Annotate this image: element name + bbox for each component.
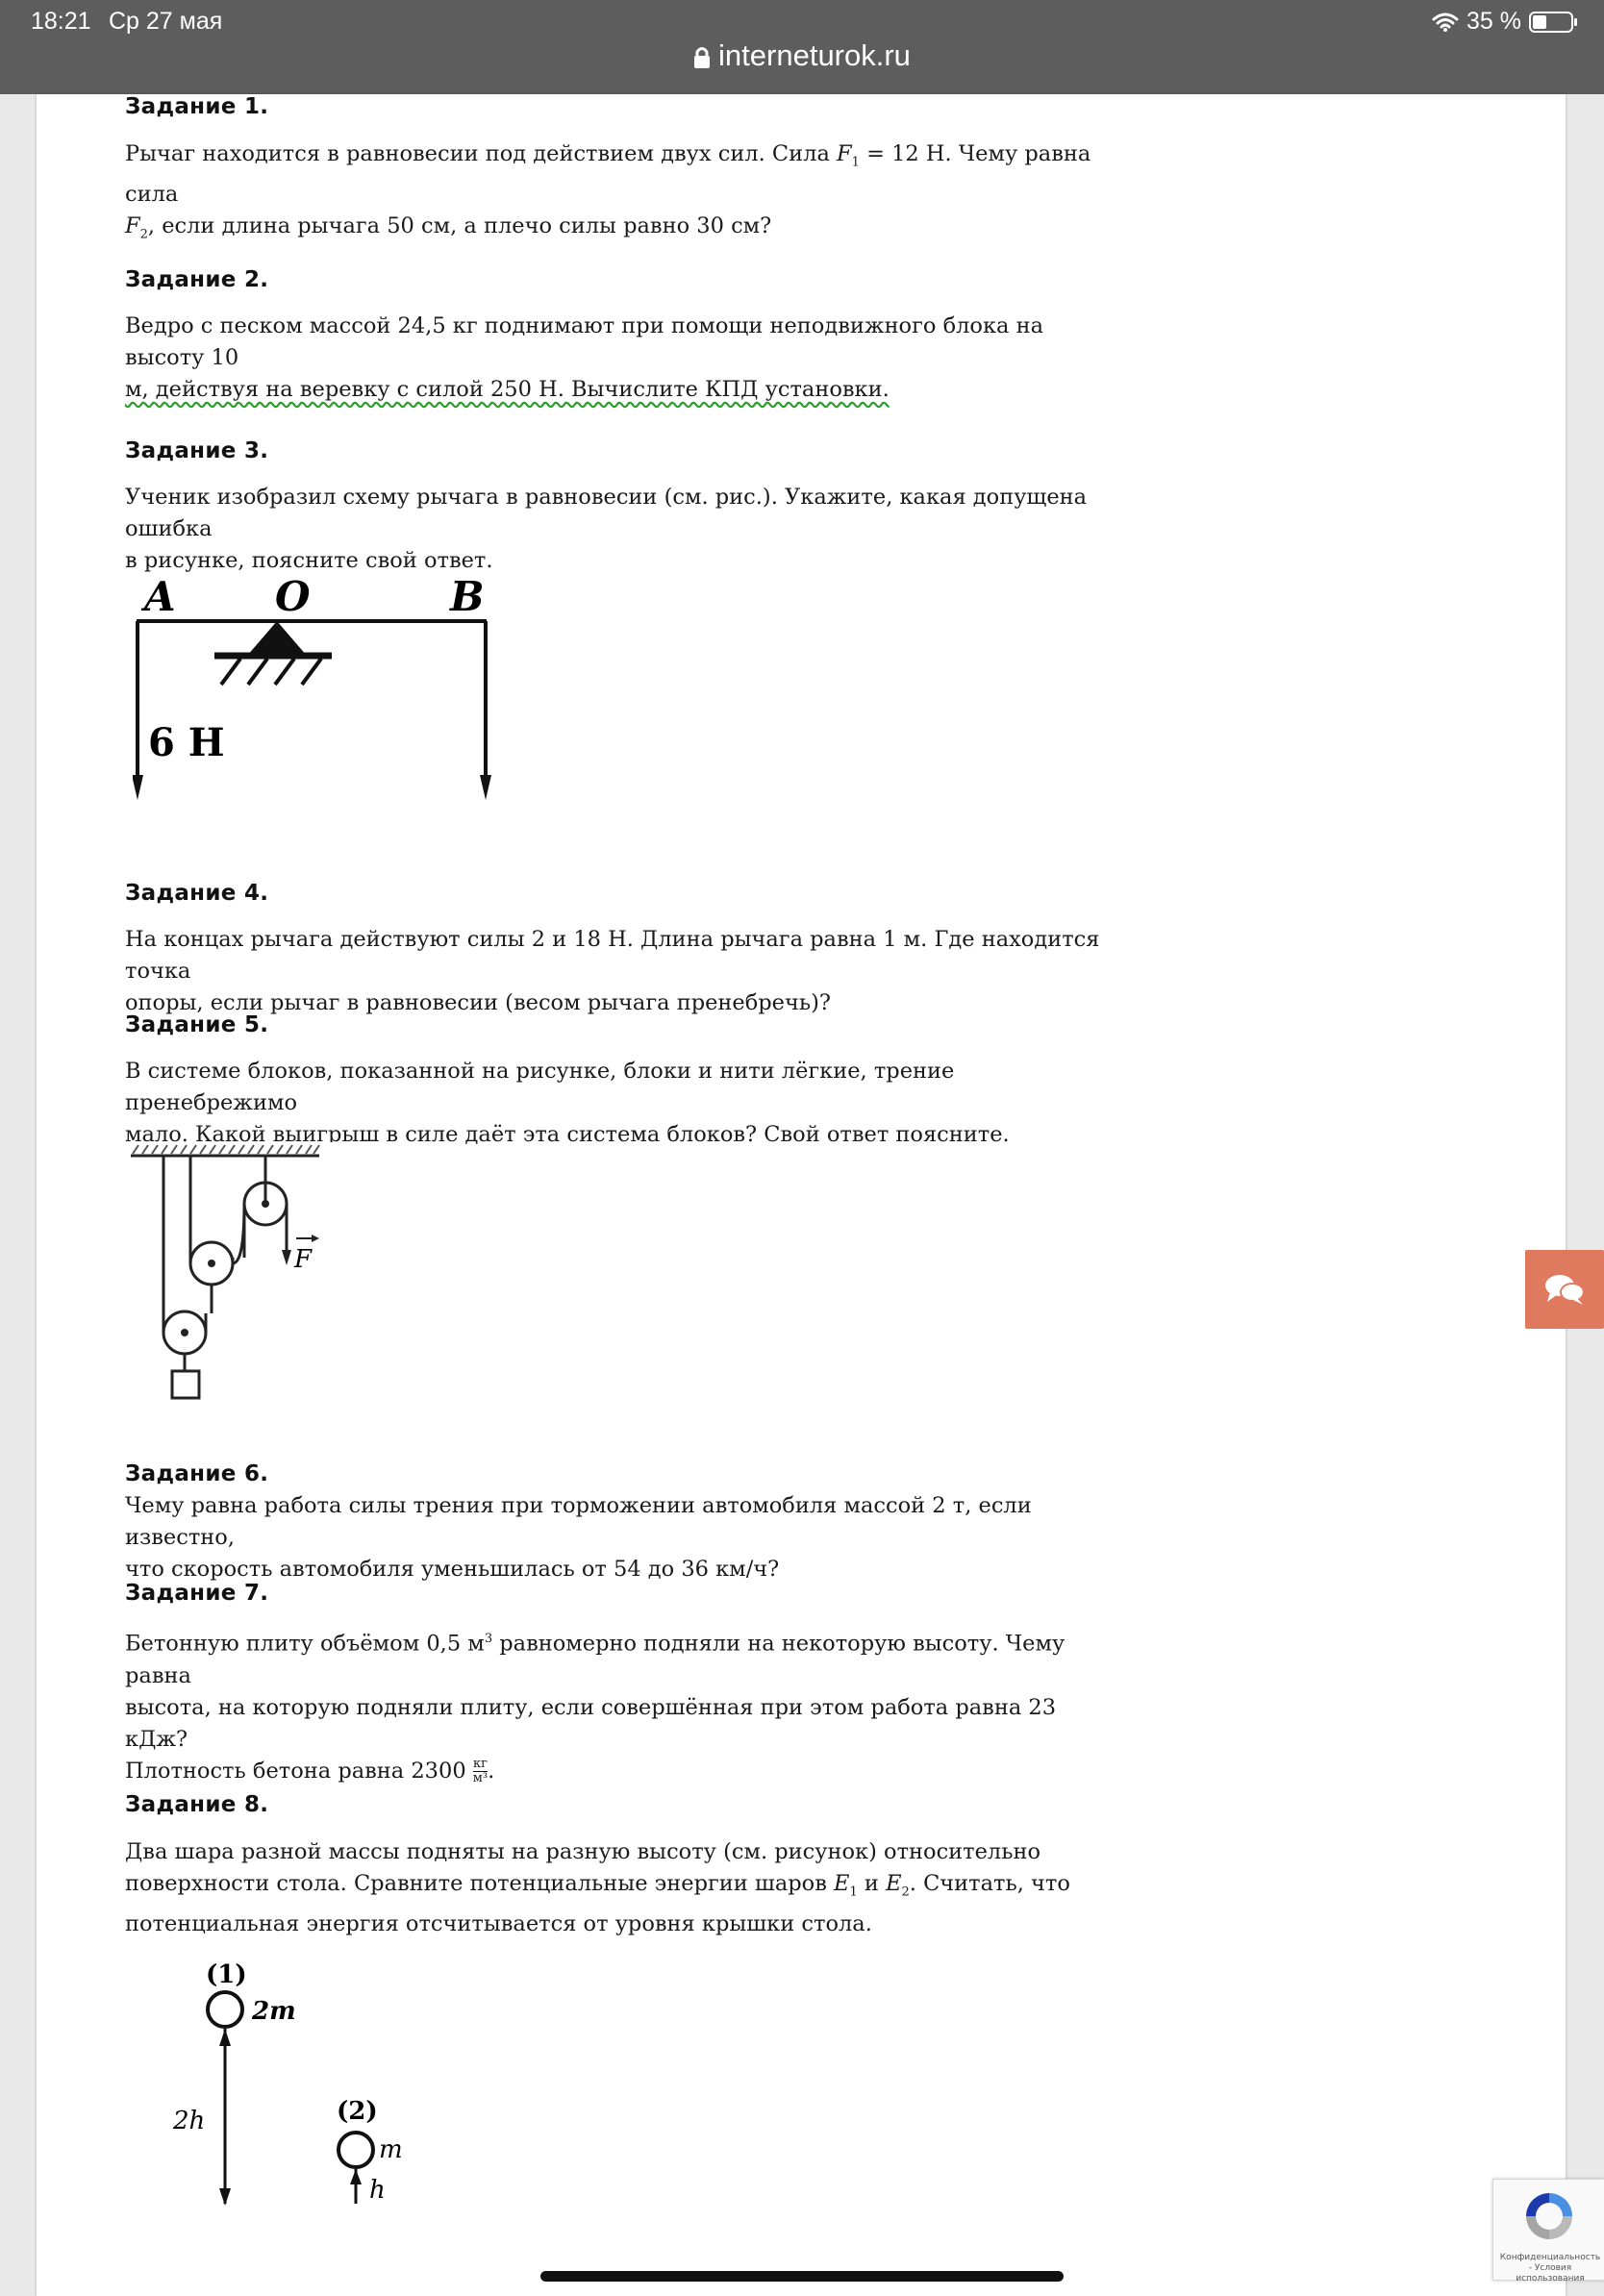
- ball2: [338, 2133, 373, 2167]
- address-bar[interactable]: [0, 38, 1604, 73]
- lever-figure: [133, 567, 517, 800]
- task-2-line2: м, действуя на веревку с силой 250 Н. Вычислите КПД установки.: [125, 377, 890, 402]
- lever-label-o: O: [275, 573, 311, 620]
- task-7-title: Задание 7.: [125, 1581, 269, 1606]
- pulley-force-label: F: [294, 1245, 313, 1274]
- home-indicator[interactable]: [540, 2271, 1064, 2282]
- task-1-force-symbol: F: [837, 141, 852, 166]
- pulley-load: [172, 1371, 199, 1398]
- task-2-text: [125, 311, 1125, 406]
- task-7-text: [125, 1623, 1125, 1787]
- task-8-text: [125, 1836, 1125, 1940]
- chat-icon: [1544, 1273, 1585, 1306]
- status-bar: [0, 0, 1604, 94]
- ball2-mass: m: [379, 2135, 403, 2164]
- lever-label-b: B: [450, 573, 485, 620]
- task-1-line1: Рычаг находится в равновесии под действием двух сил. Сила: [125, 141, 838, 166]
- task-6-line1: Чему равна работа силы трения при торможении автомобиля массой 2 т, если известно,: [125, 1493, 1032, 1550]
- task-8-line3: потенциальная энергия отсчитывается от уровня крышки стола.: [125, 1910, 872, 1936]
- task-8-e2-symbol: E: [886, 1871, 902, 1896]
- task-7-line1: Бетонную плиту объёмом 0,5 м: [125, 1631, 485, 1657]
- lever-label-a: A: [144, 573, 176, 620]
- ball1: [208, 1992, 242, 2027]
- task-8-e1-index: 1: [849, 1884, 858, 1900]
- task-5-title: Задание 5.: [125, 1012, 269, 1037]
- wifi-icon: [1432, 12, 1459, 33]
- force-b-arrow: [480, 775, 491, 800]
- url-text: interneturok.ru: [718, 38, 911, 72]
- task-3-title: Задание 3.: [125, 438, 269, 463]
- task-8-line2: поверхности стола. Сравните потенциальные энергии шаров: [125, 1871, 835, 1896]
- ball1-mass: 2m: [252, 1997, 296, 2026]
- task-8-title: Задание 8.: [125, 1792, 269, 1817]
- task-1-text: [125, 138, 1125, 250]
- task-7-fraction-num: кг: [472, 1757, 488, 1771]
- lever-fulcrum: [247, 621, 307, 656]
- task-7-line3-end: .: [488, 1758, 495, 1784]
- lever-force-label: 6 H: [148, 720, 225, 765]
- task-2-line1: Ведро с песком массой 24,5 кг поднимают при помощи неподвижного блока на высоту 10: [125, 313, 1044, 370]
- task-3-text: [125, 482, 1125, 577]
- battery-percent: 35 %: [1466, 8, 1521, 35]
- status-time: 18:21: [31, 8, 91, 35]
- ball1-label: (1): [206, 1960, 247, 1989]
- task-1-force2-symbol: F: [125, 212, 140, 238]
- page-content: [37, 94, 1566, 2296]
- task-1-title: Задание 1.: [125, 94, 269, 119]
- task-8-line2-end: . Считать, что: [909, 1871, 1070, 1896]
- task-7-fraction-den: м³: [472, 1771, 489, 1785]
- recaptcha-badge[interactable]: [1492, 2179, 1604, 2284]
- chat-button[interactable]: [1525, 1250, 1604, 1329]
- task-8-and: и: [857, 1871, 887, 1896]
- status-date: Ср 27 мая: [109, 8, 223, 35]
- lever-hatching: [221, 659, 321, 685]
- task-4-line1: На концах рычага действуют силы 2 и 18 Н. Длина рычага равна 1 м. Где находится точка: [125, 927, 1100, 984]
- pulley-system: [125, 1142, 375, 1404]
- battery-icon: [1529, 12, 1573, 33]
- task-8-line1: Два шара разной массы подняты на разную высоту (см. рисунок) относительно: [125, 1839, 1041, 1864]
- task-1-line2: , если длина рычага 50 см, а плечо силы равно 30 см?: [147, 212, 772, 238]
- task-3-line1: Ученик изобразил схему рычага в равновесии (см. рис.). Укажите, какая допущена ошибка: [125, 485, 1088, 541]
- task-8-e1-symbol: E: [834, 1871, 850, 1896]
- task-6-text: [125, 1490, 1125, 1585]
- task-3-line2: в рисунке, поясните свой ответ.: [125, 548, 493, 573]
- task-4-title: Задание 4.: [125, 881, 269, 906]
- recaptcha-text: Конфиденциальность - Условия использования: [1499, 2253, 1601, 2284]
- task-5-line2: мало. Какой выигрыш в силе даёт эта система блоков? Свой ответ поясните.: [125, 1122, 1010, 1147]
- task-8-e2-index: 2: [901, 1884, 910, 1900]
- task-5-text: [125, 1056, 1125, 1151]
- task-1-line1-end: = 12 Н. Чему равна сила: [125, 141, 1091, 207]
- task-6-title: Задание 6.: [125, 1461, 269, 1486]
- task-1-force-index: 1: [851, 155, 860, 170]
- lock-icon: [693, 46, 711, 69]
- task-6-line2: что скорость автомобиля уменьшилась от 54 до 36 км/ч?: [125, 1557, 780, 1582]
- task-7-line2: высота, на которую подняли плиту, если совершённая при этом работа равна 23 кДж?: [125, 1694, 1057, 1752]
- task-7-fraction: [473, 1758, 488, 1785]
- task-2-title: Задание 2.: [125, 267, 269, 292]
- status-right: [1432, 8, 1573, 36]
- task-7-cube: 3: [484, 1632, 493, 1646]
- height1-label: 2h: [173, 2107, 206, 2135]
- recaptcha-icon: [1520, 2187, 1578, 2245]
- task-4-line2: опоры, если рычаг в равновесии (весом рычага пренебречь)?: [125, 990, 831, 1015]
- task-4-text: [125, 924, 1125, 1019]
- balls-figure: [144, 1952, 587, 2206]
- task-7-line1-end: равномерно подняли на некоторую высоту. Чему равна: [125, 1631, 1065, 1688]
- task-1-force2-index: 2: [139, 227, 148, 241]
- ball2-label: (2): [337, 2097, 378, 2126]
- height2-label: h: [369, 2176, 386, 2205]
- task-5-line1: В системе блоков, показанной на рисунке, блоки и нити лёгкие, трение пренебрежимо: [125, 1059, 955, 1115]
- force-a-arrow: [133, 775, 143, 800]
- task-7-line3: Плотность бетона равна 2300: [125, 1758, 473, 1784]
